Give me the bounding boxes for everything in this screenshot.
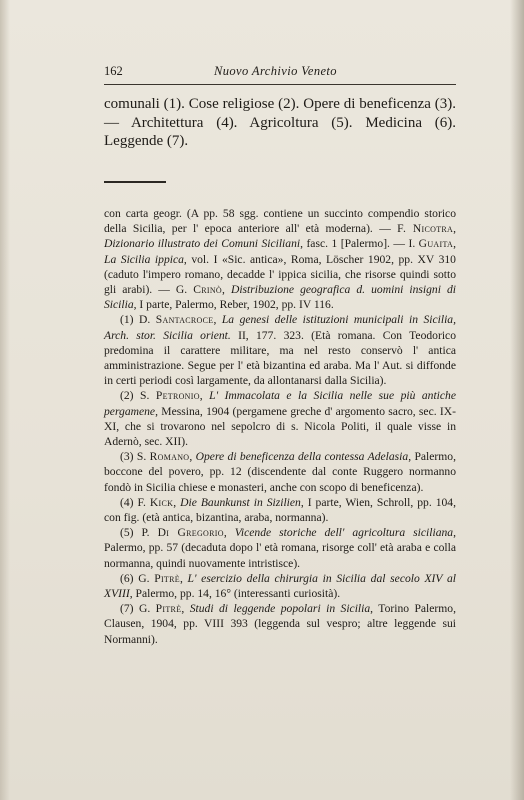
footnote-7: (7) G. Pitrè, Studi di leggende popolari in Sicilia, Torino Palermo, Clausen, 1904, pp. VIII 393 (leggenda sul vespro; altre leggende sui Normanni). — [104, 602, 457, 646]
footnote-4: (4) F. Kick, Die Baunkunst in Sizilien, I parte, Wien, Schroll, pp. 104, con fig. (età antica, bizantina, araba, normanna). — [104, 495, 456, 525]
footnote-5: (5) P. Di Gregorio, Vicende storiche dell' agricoltura siciliana, Palermo, pp. 57 (decaduta dopo l' età romana, risorge coll' età araba e colla normanna, quindi nuovamente intristisce). — [104, 526, 456, 570]
footnotes — [104, 206, 456, 647]
page-right-shadow — [510, 0, 524, 800]
footnote-6: (6) G. Pitrè, L' esercizio della chirurgia in Sicilia dal secolo XIV al XVIII, Palermo, pp. 14, 16° (interessanti curiosità). — [104, 571, 457, 601]
footnote-2: (2) S. Petronio, L' Immacolata e la Sicilia nelle sue più antiche pergamene, Messina, 1904 (pergamene greche d' argomento sacro, sec. IX-XI, che si trovarono nel sepolcro di s. Nicola Politi, il quale visse in Adernò, sec. XII). — [104, 389, 456, 449]
section-divider — [104, 181, 166, 183]
page-header — [104, 64, 456, 84]
running-title: Nuovo Archivio Veneto — [214, 64, 337, 78]
footnote-1: (1) D. Santacroce, La genesi delle istituzioni municipali in Sicilia, Arch. stor. Sicilia orient. II, 177. 323. (Età romana. Con Teodorico predomina il carattere militare, ma nel resto conservò l' antica amministrazione. Segue per l' età bizantina ed araba. Ma l' Aut. si diffonde in certi periodi così largamente, da allontanarsi dalla Sicilia). — [104, 313, 456, 388]
page-left-shadow — [0, 0, 10, 800]
bibliography-continuation: con carta geogr. (A pp. 58 sgg. contiene un succinto compendio storico della Sicilia, per l' epoca anteriore all' età moderna). — F. Nicotra, Dizionario illustrato dei Comuni Siciliani, fasc. 1 [Palermo]. — I. Guaita, La Sicilia ippica, vol. I «Sic. antica», Roma, Löscher 1902, pp. XV 310 (caduto l'impero romano, decadde l' ippica sicilia, che risorse quindi sotto gli arabi). — G. Crinò, Distribuzione geografica d. uomini insigni di Sicilia, I parte, Palermo, Reber, 1902, pp. IV 116. — [104, 207, 456, 312]
footnote-3: (3) S. Romano, Opere di beneficenza della contessa Adelasia, Palermo, boccone del povero, pp. 12 (discendente dal conte Ruggero normanno fondò in Sicilia chiese e monasteri, anche con scopo di beneficenza). — [104, 450, 456, 494]
lead-paragraph: comunali (1). Cose religiose (2). Opere di beneficenza (3). — Architettura (4). Agricoltura (5). Medicina (6). Leggende (7). — [104, 96, 456, 149]
page-number: 162 — [104, 64, 123, 78]
header-rule — [104, 84, 456, 85]
